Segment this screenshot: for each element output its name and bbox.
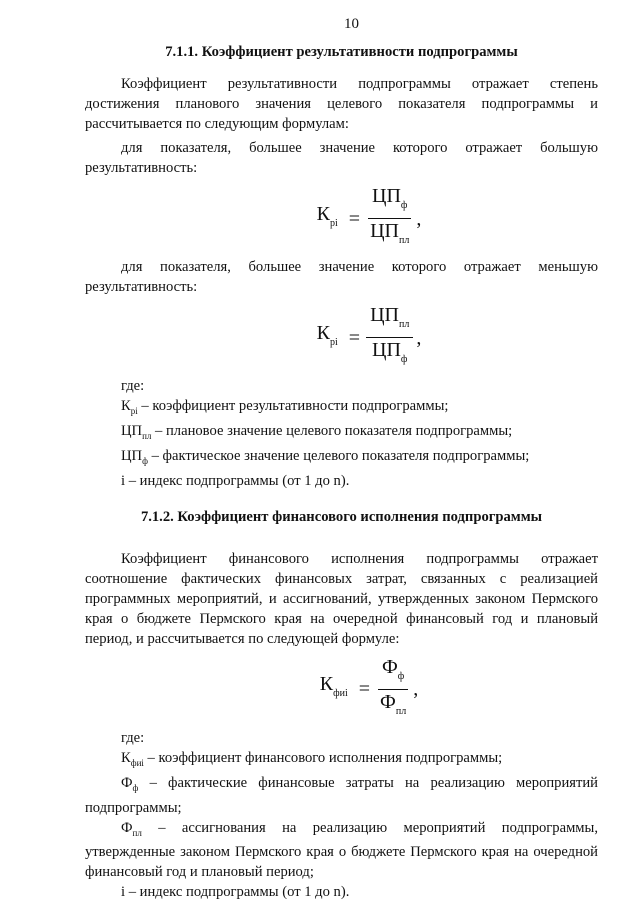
- where-label: где:: [121, 378, 145, 394]
- formula-lhs: $К_{фиi}$: [319, 673, 348, 700]
- fraction-numerator: $ЦП_{пл}$: [366, 305, 413, 338]
- section1-case1: для показателя, большее значение которого отражает большую результативность:: [85, 140, 598, 176]
- fraction: [376, 657, 410, 722]
- fraction-denominator: $ЦП_ф$: [372, 339, 408, 365]
- equals-sign: =: [348, 326, 361, 349]
- definition-item: $Ф_{пл}$ – ассигнования на реализацию мероприятий подпрограммы, утвержденные законом Пермского края о бюджете Пермского края на очередной финансовый год и плановый период;: [85, 819, 598, 881]
- formula-result-higher-better: $К_{рi}$ = $\frac{ЦП_ф}{ЦП_{пл}}$ ,: [85, 186, 598, 251]
- section2-intro: Коэффициент финансового исполнения подпрограммы отражает соотношение фактических финансовых затрат, связанных с реализацией программных мероприятий, и ассигнований, утвержденных законом Пермского края о бюджете Пермского края на очередной финансовый год и плановый период, и рассчитывается по следующей формуле:: [85, 550, 598, 647]
- formula-lhs: $К_{рi}$: [316, 321, 338, 348]
- definition-item: $К_{рi}$ – коэффициент результативности подпрограммы;: [121, 398, 449, 416]
- section1-case2: для показателя, большее значение которого отражает меньшую результативность:: [85, 259, 598, 295]
- section1-intro: Коэффициент результативности подпрограммы отражает степень достижения планового значения целевого показателя подпрограммы и рассчитывается по следующим формулам:: [85, 76, 598, 132]
- definition-item: $ЦП_ф$ – фактическое значение целевого показателя подпрограммы;: [121, 447, 530, 466]
- definition-item: i – индекс подпрограммы (от 1 до n).: [121, 472, 350, 489]
- section-title-7-1-1: 7.1.1. Коэффициент результативности подпрограммы: [165, 44, 518, 60]
- fraction: [366, 305, 413, 370]
- fraction-numerator: $ЦП_ф$: [368, 186, 411, 219]
- formula-financial-execution: $К_{фиi}$ = $\frac{Ф_ф}{Ф_{пл}}$ ,: [85, 657, 598, 722]
- formula-result-lower-better: $К_{рi}$ = $\frac{ЦП_{пл}}{ЦП_ф}$ ,: [85, 305, 598, 370]
- equals-sign: =: [348, 207, 361, 230]
- formula-lhs: $К_{рi}$: [316, 202, 338, 229]
- page-number: 10: [344, 16, 359, 32]
- fraction: [366, 186, 413, 251]
- definition-item: $К_{фиi}$ – коэффициент финансового исполнения подпрограммы;: [121, 749, 503, 768]
- fraction-numerator: $Ф_ф$: [378, 657, 408, 690]
- equals-sign: =: [358, 678, 371, 701]
- definition-item: $Ф_ф$ – фактические финансовые затраты на реализацию мероприятий подпрограммы;: [85, 774, 598, 816]
- definition-item: i – индекс подпрограммы (от 1 до n).: [121, 884, 350, 901]
- section-title-7-1-2: 7.1.2. Коэффициент финансового исполнения подпрограммы: [140, 508, 543, 525]
- fraction-denominator: $Ф_{пл}$: [380, 690, 407, 717]
- definition-item: $ЦП_{пл}$ – плановое значение целевого показателя подпрограммы;: [121, 422, 513, 441]
- fraction-denominator: $ЦП_{пл}$: [370, 220, 410, 246]
- where-label: где:: [121, 729, 145, 746]
